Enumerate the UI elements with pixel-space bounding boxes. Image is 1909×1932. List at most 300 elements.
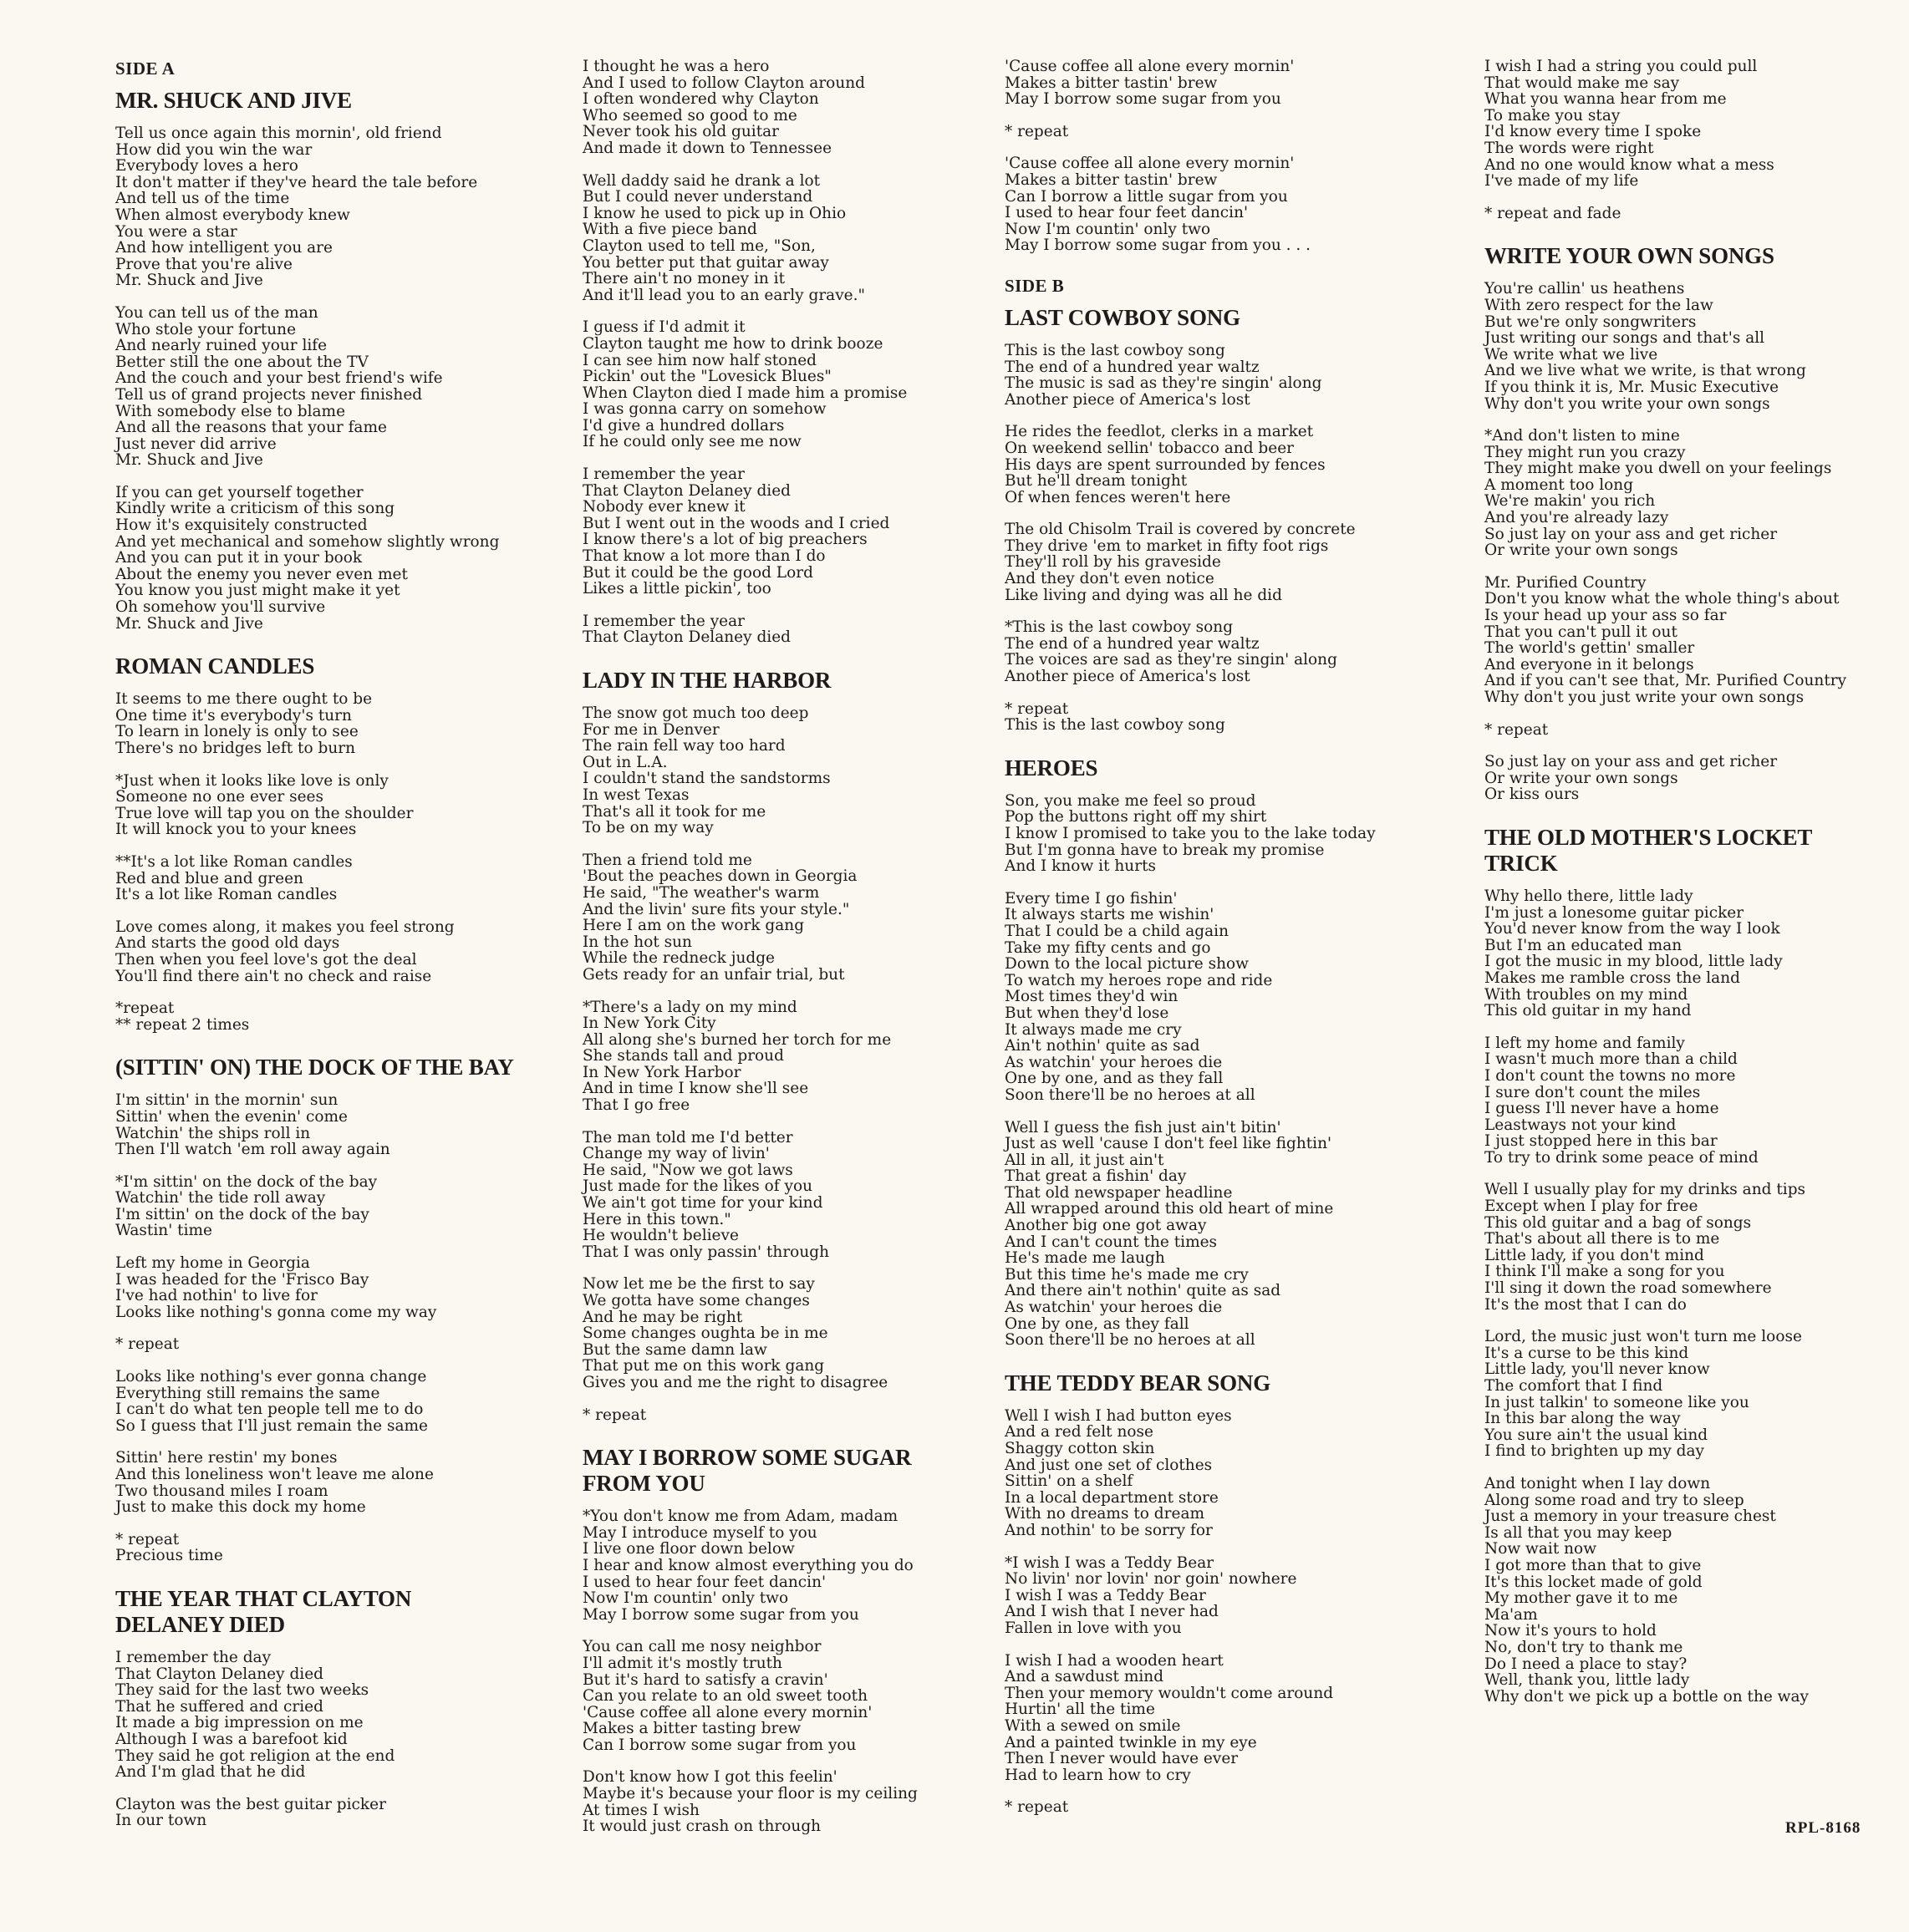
lyric-line: Never took his old guitar <box>583 123 780 141</box>
lyric-line: It's a curse to be this kind <box>1484 1344 1689 1362</box>
song-title: LAST COWBOY SONG <box>1005 304 1240 330</box>
lyric-line: And he may be right <box>583 1308 743 1326</box>
lyric-line: Precious time <box>115 1547 223 1565</box>
lyric-line: No, don't try to thank me <box>1484 1638 1683 1656</box>
lyric-line: And nothin' to be sorry for <box>1005 1521 1213 1539</box>
lyric-line: We write what we live <box>1484 345 1658 364</box>
lyric-line: I hear and know almost everything you do <box>583 1556 914 1574</box>
lyric-line: True love will tap you on the shoulder <box>115 804 414 822</box>
stanza <box>115 305 517 469</box>
lyric-line: This is the last cowboy song <box>1005 716 1225 735</box>
stanza <box>583 173 984 304</box>
stanza <box>1484 722 1886 739</box>
lyric-line: What you wanna hear from me <box>1484 90 1727 109</box>
lyric-line: Of when fences weren't here <box>1005 488 1231 506</box>
lyric-line: Now wait now <box>1484 1540 1597 1558</box>
lyric-line: I remember the day <box>115 1648 272 1666</box>
lyric-line: Well I guess the fish just ain't bitin' <box>1005 1118 1281 1136</box>
song-block <box>1005 755 1406 1349</box>
lyric-line: Gets ready for an unfair trial, but <box>583 965 845 984</box>
lyric-line: They might run you crazy <box>1484 443 1686 461</box>
lyric-line: **It's a lot like Roman candles <box>115 852 353 871</box>
lyric-line: So just lay on your ass and get richer <box>1484 753 1778 771</box>
side-label: SIDE B <box>1005 275 1065 296</box>
lyric-line: And nearly ruined your life <box>115 337 328 355</box>
lyric-line: You sure ain't the usual kind <box>1484 1426 1708 1444</box>
lyric-line: One by one, as they fall <box>1005 1314 1189 1333</box>
song-title: HEROES <box>1005 755 1098 780</box>
lyric-line: * repeat and fade <box>1484 204 1621 222</box>
lyric-line: Is all that you may keep <box>1484 1523 1672 1542</box>
lyric-line: You're callin' us heathens <box>1484 280 1685 298</box>
lyric-line: I remember the year <box>583 612 745 630</box>
song-title: LADY IN THE HARBOR <box>583 668 832 693</box>
lyric-line: That's about all there is to me <box>1484 1230 1720 1248</box>
stanza <box>1005 1653 1406 1784</box>
lyric-line: To be on my way <box>583 819 714 837</box>
stanza <box>583 1130 984 1261</box>
lyric-line: Watchin' the tide roll away <box>115 1189 326 1208</box>
lyric-line: Why don't you just write your own songs <box>1484 689 1805 706</box>
lyric-line: Pickin' out the "Lovesick Blues" <box>583 368 832 386</box>
lyric-line: With somebody else to blame <box>115 402 346 420</box>
stanza <box>1005 793 1406 875</box>
lyric-line: With zero respect for the law <box>1484 296 1713 314</box>
lyric-line: That's all it took for me <box>583 802 766 821</box>
lyric-line: Love comes along, it makes you feel strong <box>115 918 455 936</box>
lyric-line: This old guitar in my hand <box>1484 1002 1692 1020</box>
lyric-line: Ain't nothin' quite as sad <box>1005 1037 1200 1055</box>
side-label: SIDE A <box>115 58 176 79</box>
lyric-line: I left my home and family <box>1484 1034 1685 1052</box>
lyric-line: Now I'm countin' only two <box>1005 220 1211 238</box>
lyric-line: Most times they'd win <box>1005 988 1178 1006</box>
lyric-line: And this loneliness won't leave me alone <box>115 1466 434 1483</box>
lyric-line: I guess if I'd admit it <box>583 318 746 337</box>
lyric-line: Another big one got away <box>1005 1217 1207 1235</box>
lyric-line: Soon there'll be no heroes at all <box>1005 1085 1255 1104</box>
lyric-line: Makes a bitter tastin' brew <box>1005 74 1218 92</box>
lyric-line: *There's a lady on my mind <box>583 998 797 1016</box>
lyric-line: In New York City <box>583 1014 716 1033</box>
lyric-line: Everything still remains the same <box>115 1384 380 1402</box>
lyric-line: And starts the good old days <box>115 934 340 953</box>
lyric-line: You can call me nosy neighbor <box>583 1638 822 1656</box>
lyric-line: As watchin' your heroes die <box>1005 1053 1223 1071</box>
stanza <box>115 854 517 903</box>
lyric-line: I often wondered why Clayton <box>583 90 819 109</box>
lyric-line: I just stopped here in this bar <box>1484 1132 1718 1151</box>
lyric-line: And you're already lazy <box>1484 509 1669 527</box>
stanza <box>583 613 984 646</box>
lyric-line: About the enemy you never even met <box>115 565 408 583</box>
lyric-line: I wish I had a string you could pull <box>1484 58 1758 75</box>
lyric-line: And I'm glad that he did <box>115 1763 306 1782</box>
lyric-line: May I borrow some sugar from you <box>1005 90 1281 109</box>
stanza <box>1005 1120 1406 1349</box>
lyric-line: He said, "Now we got laws <box>583 1161 793 1179</box>
lyric-line: *Just when it looks like love is only <box>115 771 389 790</box>
lyric-line: Another piece of America's lost <box>1005 390 1250 409</box>
lyric-line: On weekend sellin' tobacco and beer <box>1005 439 1294 457</box>
lyric-line: And we live what we write, is that wrong <box>1484 362 1806 380</box>
stanza <box>583 319 984 450</box>
stanza <box>115 1797 517 1829</box>
stanza <box>1484 58 1886 190</box>
lyric-line: I sure don't count the miles <box>1484 1083 1701 1101</box>
lyric-line: Son, you make me feel so proud <box>1005 791 1256 810</box>
lyric-line: In this bar along the way <box>1484 1410 1681 1428</box>
stanza <box>1005 1408 1406 1539</box>
lyric-line: And yet mechanical and somehow slightly wrong <box>115 532 500 551</box>
lyric-line: In just talkin' to someone like you <box>1484 1393 1749 1411</box>
lyric-line: With a sewed on smile <box>1005 1716 1181 1735</box>
lyric-line: Why hello there, little lady <box>1484 887 1693 905</box>
lyric-line: And a painted twinkle in my eye <box>1005 1733 1257 1752</box>
lyric-line: That great a fishin' day <box>1005 1167 1187 1186</box>
lyric-line: And made it down to Tennessee <box>583 139 832 157</box>
lyric-line: Along some road and try to sleep <box>1484 1491 1744 1509</box>
lyric-line: Clayton was the best guitar picker <box>115 1795 386 1813</box>
stanza <box>1484 428 1886 559</box>
lyric-line: Do I need a place to stay? <box>1484 1655 1688 1673</box>
lyric-line: Hurtin' all the time <box>1005 1701 1155 1719</box>
lyric-line: With a five piece band <box>583 221 757 239</box>
lyric-line: That old newspaper headline <box>1005 1183 1233 1202</box>
song-block <box>1005 58 1406 254</box>
lyric-line: And just one set of clothes <box>1005 1456 1213 1474</box>
lyric-line: He rides the feedlot, clerks in a market <box>1005 423 1314 441</box>
stanza <box>1005 155 1406 254</box>
stanza <box>583 1639 984 1753</box>
lyric-line: To make you stay <box>1484 106 1621 125</box>
stanza <box>115 1450 517 1515</box>
lyric-line: I've made of my life <box>1484 172 1639 191</box>
lyric-line: I wish I was a Teddy Bear <box>1005 1586 1206 1604</box>
lyric-line: Well I usually play for my drinks and tips <box>1484 1181 1806 1199</box>
lyric-line: The snow got much too deep <box>583 704 809 722</box>
lyric-line: Gives you and me the right to disagree <box>583 1373 888 1391</box>
lyric-line: In the hot sun <box>583 933 692 951</box>
song-title: THE YEAR THAT CLAYTON DELANEY DIED <box>115 1585 412 1637</box>
lyric-line: One by one, and as they fall <box>1005 1070 1224 1088</box>
lyric-line: *This is the last cowboy song <box>1005 618 1234 637</box>
lyric-line: If you think it is, Mr. Music Executive <box>1484 378 1779 396</box>
lyric-line: Makes a bitter tasting brew <box>583 1720 802 1738</box>
lyric-line: Prove that you're alive <box>115 255 293 273</box>
stanza <box>1005 891 1406 1104</box>
lyric-line: All in all, it just ain't <box>1005 1151 1164 1169</box>
lyric-line: That know a lot more than I do <box>583 547 826 566</box>
lyric-line: Little lady, you'll never know <box>1484 1360 1710 1379</box>
lyric-line: Now let me be the first to say <box>583 1275 815 1294</box>
lyric-line: Lord, the music just won't turn me loose <box>1484 1328 1802 1346</box>
stanza <box>115 1336 517 1353</box>
lyric-line: Like living and dying was all he did <box>1005 586 1282 604</box>
stanza <box>583 1276 984 1391</box>
lyric-line: But when they'd lose <box>1005 1004 1169 1022</box>
lyric-line: May I borrow some sugar from you . . . <box>1005 236 1311 255</box>
lyric-line: It's a lot like Roman candles <box>115 886 338 904</box>
lyric-line: * repeat <box>1005 122 1069 140</box>
lyric-line: Or write your own songs <box>1484 769 1678 787</box>
song-block <box>115 653 517 1033</box>
lyric-line: *And don't listen to mine <box>1484 427 1680 445</box>
lyric-line: All along she's burned her torch for me <box>583 1030 892 1049</box>
lyric-line: It's this locket made of gold <box>1484 1573 1703 1591</box>
lyric-line: I used to hear four feet dancin' <box>1005 204 1249 222</box>
lyric-line: Here I am on the work gang <box>583 917 805 935</box>
lyric-line: With no dreams to dream <box>1005 1505 1205 1523</box>
lyric-line: And it'll lead you to an early grave." <box>583 286 866 304</box>
song-block <box>583 668 984 1423</box>
lyric-line: Likes a little pickin', too <box>583 580 771 598</box>
lyric-line: Just never did arrive <box>115 435 277 453</box>
stanza <box>1005 58 1406 108</box>
lyric-line: Just to make this dock my home <box>115 1498 366 1517</box>
lyrics-column-3 <box>1005 58 1406 1838</box>
lyric-line: Although I was a barefoot kid <box>115 1730 348 1748</box>
stanza <box>1484 575 1886 706</box>
lyric-line: That I could be a child again <box>1005 922 1229 940</box>
lyrics-column-4 <box>1484 58 1886 1726</box>
stanza <box>1484 1329 1886 1460</box>
lyric-line: I'll sing it down the road somewhere <box>1484 1279 1772 1298</box>
lyric-line: And all the reasons that your fame <box>115 419 387 437</box>
lyric-line: And a sawdust mind <box>1005 1668 1164 1686</box>
lyric-line: It would just crash on through <box>583 1818 822 1836</box>
lyric-line: Or write your own songs <box>1484 541 1678 560</box>
lyric-line: Well, thank you, little lady <box>1484 1671 1690 1690</box>
lyric-line: Someone no one ever sees <box>115 788 323 806</box>
lyric-line: It don't matter if they've heard the tale before <box>115 173 478 191</box>
lyric-line: Nobody ever knew it <box>583 498 746 516</box>
lyric-line: If you can get yourself together <box>115 483 364 501</box>
lyric-line: If he could only see me now <box>583 433 802 451</box>
lyric-line: We gotta have some changes <box>583 1292 810 1309</box>
lyric-line: And no one would know what a mess <box>1484 155 1774 174</box>
lyric-line: I'll admit it's mostly truth <box>583 1654 782 1672</box>
lyric-line: That put me on this work gang <box>583 1357 825 1375</box>
lyric-line: A moment too long <box>1484 475 1634 494</box>
stanza <box>583 1769 984 1834</box>
lyric-line: The world's gettin' smaller <box>1484 639 1695 658</box>
lyric-line: But he'll dream tonight <box>1005 472 1188 491</box>
lyric-line: I'm sittin' on the dock of the bay <box>115 1205 369 1223</box>
stanza <box>583 999 984 1114</box>
lyric-line: Then when you feel love's got the deal <box>115 950 417 969</box>
stanza <box>115 919 517 984</box>
song-block <box>1005 276 1406 734</box>
lyric-line: Maybe it's because your floor is my ceiling <box>583 1785 918 1803</box>
lyric-line: Then I'll watch 'em roll away again <box>115 1141 390 1159</box>
lyric-line: Looks like nothing's gonna come my way <box>115 1303 437 1321</box>
lyric-line: Why don't we pick up a bottle on the way <box>1484 1687 1810 1706</box>
stanza <box>1005 424 1406 506</box>
lyric-line: We ain't got time for your kind <box>583 1194 823 1213</box>
lyric-line: Tell us once again this mornin', old friend <box>115 125 442 142</box>
lyric-line: Can you relate to an old sweet tooth <box>583 1687 868 1706</box>
song-block <box>115 58 517 632</box>
lyric-line: That Clayton Delaney died <box>115 1665 323 1683</box>
lyric-line: But I could never understand <box>583 188 813 206</box>
lyric-line: But I'm an educated man <box>1484 936 1682 954</box>
lyric-line: It made a big impression on me <box>115 1714 364 1732</box>
song-title: (SITTIN' ON) THE DOCK OF THE BAY <box>115 1055 514 1080</box>
lyric-line: I was gonna carry on somehow <box>583 400 827 419</box>
lyric-line: And you can put it in your book <box>115 549 363 567</box>
lyric-line: You can tell us of the man <box>115 303 318 322</box>
lyric-line: *I'm sittin' on the dock of the bay <box>115 1172 378 1191</box>
lyric-line: Out in L.A. <box>583 753 668 771</box>
lyric-line: But I'm gonna have to break my promise <box>1005 841 1325 859</box>
lyric-line: Can I borrow some sugar from you <box>583 1736 857 1754</box>
lyric-line: And I can't count the times <box>1005 1233 1218 1251</box>
song-title: MAY I BORROW SOME SUGAR FROM YOU <box>583 1445 912 1497</box>
lyric-line: Just a memory in your treasure chest <box>1484 1507 1776 1526</box>
lyric-line: That he suffered and cried <box>115 1697 323 1716</box>
lyric-line: It's the most that I can do <box>1484 1295 1687 1314</box>
stanza <box>1005 701 1406 734</box>
lyric-line: I got more than that to give <box>1484 1556 1702 1574</box>
lyric-line: And the couch and your best friend's wife <box>115 369 443 388</box>
lyric-line: There ain't no money in it <box>583 270 786 288</box>
lyric-line: 'Cause coffee all alone every mornin' <box>583 1703 873 1721</box>
lyric-line: I'd know every time I spoke <box>1484 123 1702 141</box>
lyric-line: Clayton taught me how to drink booze <box>583 334 883 353</box>
lyric-line: It seems to me there ought to be <box>115 690 373 709</box>
lyric-line: Had to learn how to cry <box>1005 1766 1191 1784</box>
lyric-line: He wouldn't believe <box>583 1227 739 1245</box>
lyric-line: I can see him now half stoned <box>583 351 817 369</box>
lyric-line: It always made me cry <box>1005 1020 1182 1039</box>
lyric-line: And a red felt nose <box>1005 1423 1153 1441</box>
lyric-line: The end of a hundred year waltz <box>1005 634 1260 653</box>
lyric-line: In our town <box>115 1812 207 1830</box>
lyric-line: Pop the buttons right off my shirt <box>1005 808 1267 826</box>
lyric-line: Just as well 'cause I don't feel like fightin' <box>1005 1135 1332 1153</box>
lyric-line: Left my home in Georgia <box>115 1254 310 1273</box>
stanza <box>583 1508 984 1623</box>
stanza <box>1005 521 1406 603</box>
lyric-line: 'Cause coffee all alone every mornin' <box>1005 155 1295 173</box>
lyric-line: They might make you dwell on your feelings <box>1484 460 1832 478</box>
song-title: THE TEDDY BEAR SONG <box>1005 1370 1271 1396</box>
lyric-line: And there ain't nothin' quite as sad <box>1005 1282 1281 1300</box>
lyric-line: * repeat <box>583 1406 647 1424</box>
lyric-line: And tell us of the time <box>115 190 290 208</box>
lyric-line: The music is sad as they're singin' along <box>1005 374 1322 393</box>
song-title: ROMAN CANDLES <box>115 653 315 679</box>
stanza <box>115 1255 517 1320</box>
lyric-line: Some changes oughta be in me <box>583 1324 828 1343</box>
lyric-line: Can I borrow a little sugar from you <box>1005 187 1288 206</box>
lyric-line: That I go free <box>583 1096 690 1115</box>
lyric-line: And I used to follow Clayton around <box>583 74 865 92</box>
lyric-line: I used to hear four feet dancin' <box>583 1573 827 1591</box>
lyric-line: My mother gave it to me <box>1484 1589 1678 1608</box>
stanza <box>1484 206 1886 222</box>
song-block <box>583 58 984 646</box>
lyric-line: And the livin' sure fits your style." <box>583 900 850 918</box>
stanza <box>1005 343 1406 408</box>
stanza <box>115 1092 517 1157</box>
lyric-line: But we're only songwriters <box>1484 313 1697 331</box>
lyric-line: And in time I know she'll see <box>583 1080 809 1098</box>
lyric-line: Tell us of grand projects never finished <box>115 385 423 404</box>
lyric-line: I remember the year <box>583 465 745 484</box>
lyric-line: Is your head up your ass so far <box>1484 607 1727 625</box>
lyric-line: Take my fifty cents and go <box>1005 938 1211 957</box>
lyric-line: The old Chisolm Trail is covered by concrete <box>1005 521 1356 539</box>
lyric-line: Who seemed so good to me <box>583 106 797 125</box>
lyric-line: So I guess that I'll just remain the same <box>115 1416 428 1435</box>
lyric-line: That you can't pull it out <box>1484 623 1677 641</box>
catalog-number: RPL-8168 <box>1785 1819 1861 1837</box>
lyric-line: At times I wish <box>583 1801 700 1819</box>
lyric-line: I know I promised to take you to the lake today <box>1005 825 1376 842</box>
lyric-line: Another piece of America's lost <box>1005 668 1250 686</box>
lyric-line: Down to the local picture show <box>1005 955 1249 974</box>
lyric-line: Well daddy said he drank a lot <box>583 171 821 190</box>
stanza <box>115 1532 517 1564</box>
stanza <box>115 125 517 289</box>
lyric-line: Then a friend told me <box>583 851 752 869</box>
stanza <box>115 1174 517 1239</box>
lyric-line: Sittin' on a shelf <box>1005 1472 1133 1491</box>
lyric-line: I live one floor down below <box>583 1540 795 1558</box>
lyric-line: That Clayton Delaney died <box>583 481 791 500</box>
lyric-line: And tonight when I lay down <box>1484 1474 1711 1492</box>
lyric-line: While the redneck judge <box>583 949 776 968</box>
lyric-line: Clayton used to tell me, "Son, <box>583 236 816 255</box>
lyric-line: The rain fell way too hard <box>583 737 786 755</box>
lyric-line: That would make me say <box>1484 74 1680 92</box>
lyric-line: Little lady, if you don't mind <box>1484 1246 1704 1264</box>
lyric-line: For me in Denver <box>583 720 720 739</box>
song-block <box>115 1055 517 1564</box>
lyric-line: How it's exquisitely constructed <box>115 516 368 535</box>
stanza <box>1005 619 1406 684</box>
lyric-line: As watchin' your heroes die <box>1005 1299 1223 1317</box>
lyric-line: 'Cause coffee all alone every mornin' <box>1005 58 1295 75</box>
lyric-line: I don't count the towns no more <box>1484 1066 1736 1085</box>
lyric-line: You'd never know from the way I look <box>1484 920 1780 938</box>
lyric-line: I got the music in my blood, little lady <box>1484 953 1783 971</box>
lyric-line: Mr. Shuck and Jive <box>115 614 263 633</box>
lyric-line: Who stole your fortune <box>115 320 297 338</box>
lyric-line: With troubles on my mind <box>1484 985 1688 1004</box>
lyric-line: I guess I'll never have a home <box>1484 1100 1719 1118</box>
stanza <box>583 705 984 836</box>
lyric-line: Then I never would have ever <box>1005 1750 1239 1768</box>
lyric-line: He's made me laugh <box>1005 1249 1165 1268</box>
lyric-line: I know there's a lot of big preachers <box>583 531 868 549</box>
lyric-line: Everybody loves a hero <box>115 157 298 175</box>
lyric-line: I thought he was a hero <box>583 58 770 75</box>
lyric-line: I wasn't much more than a child <box>1484 1050 1738 1069</box>
lyric-line: She stands tall and proud <box>583 1047 784 1065</box>
lyric-line: Mr. Purified Country <box>1484 573 1647 592</box>
lyric-line: And if you can't see that, Mr. Purified Country <box>1484 672 1847 690</box>
lyric-line: Except when I play for free <box>1484 1197 1698 1216</box>
lyric-line: Soon there'll be no heroes at all <box>1005 1331 1255 1350</box>
lyric-line: Now I'm countin' only two <box>583 1589 789 1608</box>
lyric-line: Mr. Shuck and Jive <box>115 272 263 290</box>
lyric-line: Just writing our songs and that's all <box>1484 329 1765 348</box>
song-block <box>1484 58 1886 221</box>
lyric-line: I think I'll make a song for you <box>1484 1263 1725 1281</box>
